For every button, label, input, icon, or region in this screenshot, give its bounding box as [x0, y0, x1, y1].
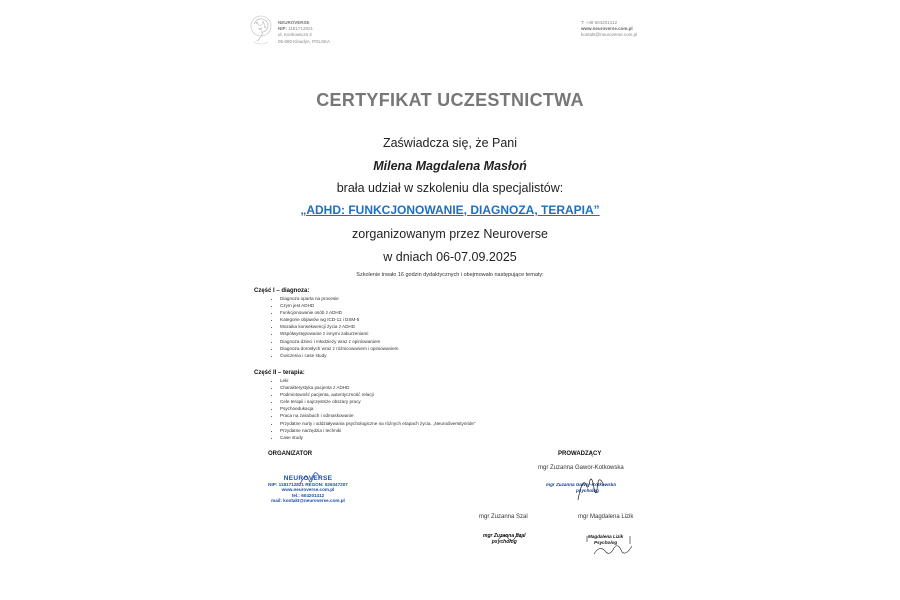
- list-item: • Kategorie objawów wg ICD-11 i DSM-5: [280, 316, 584, 323]
- company-nip: NIP: 1181712821: [278, 26, 313, 32]
- program-intro: Szkolenie trwało 16 godzin dydaktycznych i obejmowało następujące tematy:: [356, 272, 544, 278]
- part-2-list: [254, 377, 584, 441]
- list-item: • Cele terapii i najczęstsze obszary pracy: [280, 398, 584, 405]
- list-item: • Przydatne nurty i oddziaływania psychologiczne na różnych etapach życia, „Neurodiversityпride”: [280, 420, 584, 427]
- provider-name-lizik: mgr Magdalena Lizik: [578, 514, 634, 520]
- stamp-tel: tel.: 604201412: [291, 492, 325, 498]
- program-part-2: [254, 370, 584, 441]
- stamp-szal-role: psycholog: [491, 539, 517, 546]
- organizer-line: zorganizowanym przez Neuroverse: [352, 227, 548, 241]
- stamp-company-name: NEUROVERSE: [283, 475, 333, 482]
- signature-lizik: [584, 532, 636, 558]
- neuroverse-logo-icon: [248, 14, 274, 48]
- contact-info: [581, 20, 637, 39]
- course-title: „ADHD: FUNKCJONOWANIE, DIAGNOZA, TERAPIA”: [300, 203, 600, 217]
- list-item: • Mozaika konsekwencji życia z ADHD: [280, 323, 584, 330]
- certifies-line: Zaświadcza się, że Pani: [382, 136, 518, 150]
- list-item: • Leki: [280, 377, 584, 384]
- company-address-line1: ul. Konkowicza 3: [278, 32, 312, 38]
- stamp-web: www.neuroverse.com.pl: [281, 487, 335, 493]
- list-item: • Charakterystyka pacjenta z ADHD: [280, 384, 584, 391]
- company-info: [278, 20, 330, 45]
- stamp-gawor-name: mgr Zuzanna Gawor-Kotkowska: [546, 482, 616, 487]
- stamp-szal-name: mgr Zuzanna Szal: [483, 533, 526, 539]
- list-item: • Psychoedukacja: [280, 405, 584, 412]
- stamp-lizik-role: Psycholog: [594, 540, 618, 546]
- provider-name-gawor: mgr Zuzanna Gawor-Kotkowska: [538, 465, 624, 471]
- part-1-list: [254, 295, 584, 359]
- list-item: • Współwystępowanie z innymi zaburzeniami: [280, 330, 584, 337]
- stamp-nip-regon: NIP: 1181712821 REGON: 526347207: [268, 481, 348, 487]
- organizer-heading: ORGANIZATOR: [268, 451, 313, 457]
- contact-phone: T: +48 604201412: [581, 20, 618, 25]
- list-item: • Czym jest ADHD: [280, 302, 584, 309]
- list-item: • Diagnoza dorosłych wraz z różnicowaniem i opiniowaniem: [280, 345, 584, 352]
- participant-name: Milena Magdalena Masłoń: [373, 159, 527, 173]
- signature-szal: [484, 530, 528, 548]
- list-item: • Ćwiczenia i case study: [280, 352, 584, 359]
- dates-line: w dniach 06-07.09.2025: [383, 250, 517, 264]
- list-item: • Diagnoza dzieci i młodzieży wraz z opiniowaniem: [280, 338, 584, 345]
- provider-heading: PROWADZĄCY: [558, 451, 602, 457]
- list-item: • Przydatne narzędzia i techniki: [280, 427, 584, 434]
- contact-website[interactable]: www.neuroverse.com.pl: [581, 26, 633, 32]
- organizer-signature: [296, 470, 326, 488]
- part-2-heading: Część II – terapia:: [254, 370, 305, 376]
- certificate-title: CERTYFIKAT UCZESTNICTWA: [316, 90, 584, 110]
- signature-gawor: [570, 474, 610, 504]
- stamp-gawor-role: psycholog: [576, 488, 599, 493]
- list-item: • Case study: [280, 434, 584, 441]
- participation-line: brała udział w szkoleniu dla specjalistów:: [336, 181, 564, 195]
- program-part-1: [254, 288, 584, 359]
- provider-name-szal: mgr Zuzanna Szal: [479, 514, 528, 520]
- part-1-heading: Część I – diagnoza:: [254, 288, 310, 294]
- company-name: NEUROVERSE: [278, 20, 310, 25]
- list-item: • Podmiotowość pacjenta, autentyczność relacji: [280, 391, 584, 398]
- stamp-mail: mail: kontakt@neuroverse.com.pl: [271, 498, 345, 504]
- contact-email[interactable]: kontakt@neuroverse.com.pl: [581, 32, 638, 38]
- list-item: • Funkcjonowanie osób z ADHD: [280, 309, 584, 316]
- list-item: • Praca na zasobach i odmaskowanie: [280, 412, 584, 419]
- company-address-line2: 05-080 Klaudyn, POLSKA: [278, 38, 331, 44]
- stamp-lizik-name: Magdalena Lizik: [588, 534, 624, 539]
- list-item: • Diagnoza oparta na procesie: [280, 295, 584, 302]
